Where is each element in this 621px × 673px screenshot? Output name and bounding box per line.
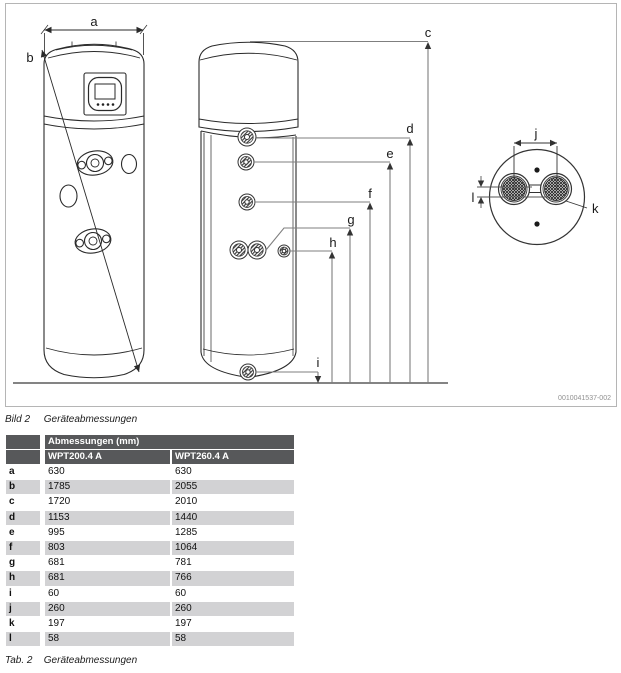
dim-label-d: d — [406, 121, 414, 136]
doc-number: 0010041537-002 — [558, 395, 611, 402]
group-header-cell: Abmessungen (mm) — [45, 435, 294, 450]
col-header-wpt260: WPT260.4 A — [172, 450, 294, 465]
port-f — [239, 194, 255, 210]
control-panel — [84, 73, 126, 115]
table-row: g 681 781 — [6, 556, 294, 571]
port-d — [238, 128, 256, 146]
dim-label-c: c — [424, 25, 432, 40]
port-g-pair — [230, 241, 266, 259]
table-row: l 58 58 — [6, 632, 294, 647]
corner-cell — [6, 435, 40, 450]
dim-label-l: l — [471, 190, 475, 205]
side-view-ports — [230, 128, 290, 380]
table-row: k 197 197 — [6, 617, 294, 632]
port-i — [240, 364, 256, 380]
figure-caption-text: Geräteabmessungen — [43, 414, 138, 425]
dim-label-k: k — [592, 201, 599, 216]
table-header-columns-row — [6, 450, 294, 465]
dim-label-h: h — [329, 235, 337, 250]
table-caption-text: Geräteabmessungen — [43, 655, 138, 666]
table-row: i 60 60 — [6, 587, 294, 602]
figure-caption-label: Bild 2 — [5, 414, 31, 425]
front-view-tank — [44, 42, 144, 378]
table-row: j 260 260 — [6, 602, 294, 617]
corner-cell — [6, 450, 40, 465]
table-header-group-row — [6, 435, 294, 450]
table-row: d 1153 1440 — [6, 511, 294, 526]
dim-label-f: f — [368, 186, 372, 201]
table-caption-label: Tab. 2 — [5, 655, 33, 666]
dimensions-table — [6, 435, 294, 647]
table-caption — [5, 655, 137, 666]
dim-label-j: j — [534, 126, 538, 141]
dim-label-g: g — [347, 212, 355, 227]
port-e — [238, 154, 254, 170]
top-dot-upper — [534, 167, 539, 172]
table-row: b 1785 2055 — [6, 480, 294, 495]
col-header-wpt200: WPT200.4 A — [45, 450, 170, 465]
dim-label-i: i — [316, 355, 320, 370]
dim-label-e: e — [386, 146, 394, 161]
table-row: h 681 766 — [6, 571, 294, 586]
port-h — [278, 245, 290, 257]
table-row: a 630 630 — [6, 465, 294, 480]
table-row: f 803 1064 — [6, 541, 294, 556]
air-duct-right — [541, 174, 572, 205]
dim-label-a: a — [90, 14, 98, 29]
dim-label-b: b — [26, 50, 34, 65]
top-dot-lower — [534, 221, 539, 226]
figure-caption — [5, 414, 137, 425]
table-row: e 995 1285 — [6, 526, 294, 541]
table-row: c 1720 2010 — [6, 495, 294, 510]
